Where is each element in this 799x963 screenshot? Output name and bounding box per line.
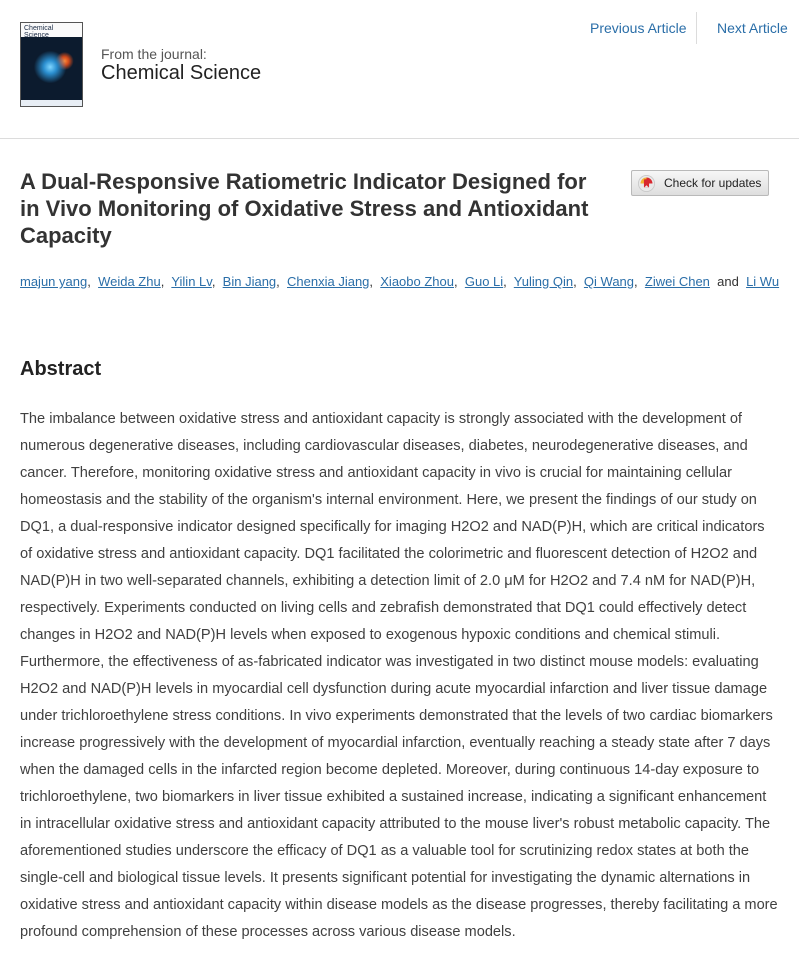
author-link[interactable]: Weida Zhu <box>98 274 161 289</box>
previous-article-link[interactable]: Previous Article <box>590 20 687 36</box>
cover-artwork <box>31 45 79 85</box>
cover-title: Chemical Science <box>24 25 54 39</box>
author-link[interactable]: Bin Jiang <box>222 274 277 289</box>
author-separator: , <box>634 274 638 289</box>
author-link[interactable]: Ziwei Chen <box>644 274 710 289</box>
author-link[interactable]: Guo Li <box>464 274 504 289</box>
author-link[interactable]: Li Wu <box>746 274 780 289</box>
check-updates-icon <box>638 175 655 192</box>
author-link[interactable]: Chenxia Jiang <box>287 274 370 289</box>
article-title: A Dual-Responsive Ratiometric Indicator Designed for in Vivo Monitoring of Oxidative Stress and Antioxidant Capacity <box>20 169 589 248</box>
abstract-text: The imbalance between oxidative stress and antioxidant capacity is strongly associated with the development of numerous degenerative diseases, including cardiovascular diseases, diabetes, neurodegenerative diseases, and cancer. Therefore, monitoring oxidative stress and antioxidant capacity in vivo is crucial for maintaining cellular homeostasis and the stability of the organism's internal environment. Here, we present the findings of our study on DQ1, a dual-responsive indicator designed specifically for imaging H2O2 and NAD(P)H, which are critical indicators of oxidative stress and antioxidant capacity. DQ1 facilitated the colorimetric and fluorescent detection of H2O2 and NAD(P)H in two well-separated channels, exhibiting a detection limit of 2.0 μM for H2O2 and 7.4 nM for NAD(P)H, respectively. Experiments conducted on living cells and zebrafish demonstrated that DQ1 could effectively detect changes in H2O2 and NAD(P)H levels when exposed to exogenous hypoxic conditions and chemical stimuli. Furthermore, the effectiveness of as-fabricated indicator was investigated in two distinct mouse models: evaluating H2O2 and NAD(P)H levels in myocardial cell dysfunction during acute myocardial infarction and liver tissue damage under trichloroethylene stress conditions. In vivo experiments demonstrated that the levels of two cardiac biomarkers increase progressively with the development of myocardial infarction, eventually reaching a steady state after 7 days when the damaged cells in the infarcted region become depleted. Moreover, during continuous 14-day exposure to trichloroethylene, two biomarkers in liver tissue exhibited a sustained increase, indicating a significant enhancement in intracellular oxidative stress and antioxidant capacity attributed to the mouse liver's robust metabolic capacity. The aforementioned studies underscore the efficacy of DQ1 as a valuable tool for scrutinizing redox states at both the single-cell and biological tissue levels. It presents significant potential for investigating the dynamic alternations in oxidative stress and antioxidant capacity within disease models as the disease progresses, thereby facilitating a more profound comprehension of these processes across various disease models. <box>20 411 778 940</box>
author-list <box>20 268 780 296</box>
author-separator: , <box>87 274 91 289</box>
author-link[interactable]: Yilin Lv <box>171 274 212 289</box>
abstract-heading: Abstract <box>20 358 102 380</box>
author-link[interactable]: Qi Wang <box>583 274 635 289</box>
check-for-updates-button[interactable] <box>631 170 769 196</box>
author-link[interactable]: Xiaobo Zhou <box>380 274 454 289</box>
author-separator: , <box>160 274 165 289</box>
check-updates-label: Check for updates <box>664 176 762 190</box>
author-link[interactable]: Yuling Qin <box>513 274 574 289</box>
author-separator: , <box>573 274 577 289</box>
journal-from-label: From the journal: <box>101 46 207 62</box>
author-separator: , <box>211 274 216 289</box>
nav-divider <box>696 12 697 44</box>
journal-name[interactable]: Chemical Science <box>101 62 262 84</box>
author-and: and <box>713 274 743 289</box>
author-link[interactable]: majun yang <box>20 274 88 289</box>
journal-cover-image[interactable] <box>20 22 83 107</box>
author-separator: , <box>276 274 280 289</box>
author-separator: , <box>454 274 458 289</box>
author-separator: , <box>503 274 507 289</box>
next-article-link[interactable]: Next Article <box>717 20 788 36</box>
journal-header <box>0 0 799 139</box>
author-separator: , <box>369 274 374 289</box>
cover-footer <box>21 100 82 106</box>
